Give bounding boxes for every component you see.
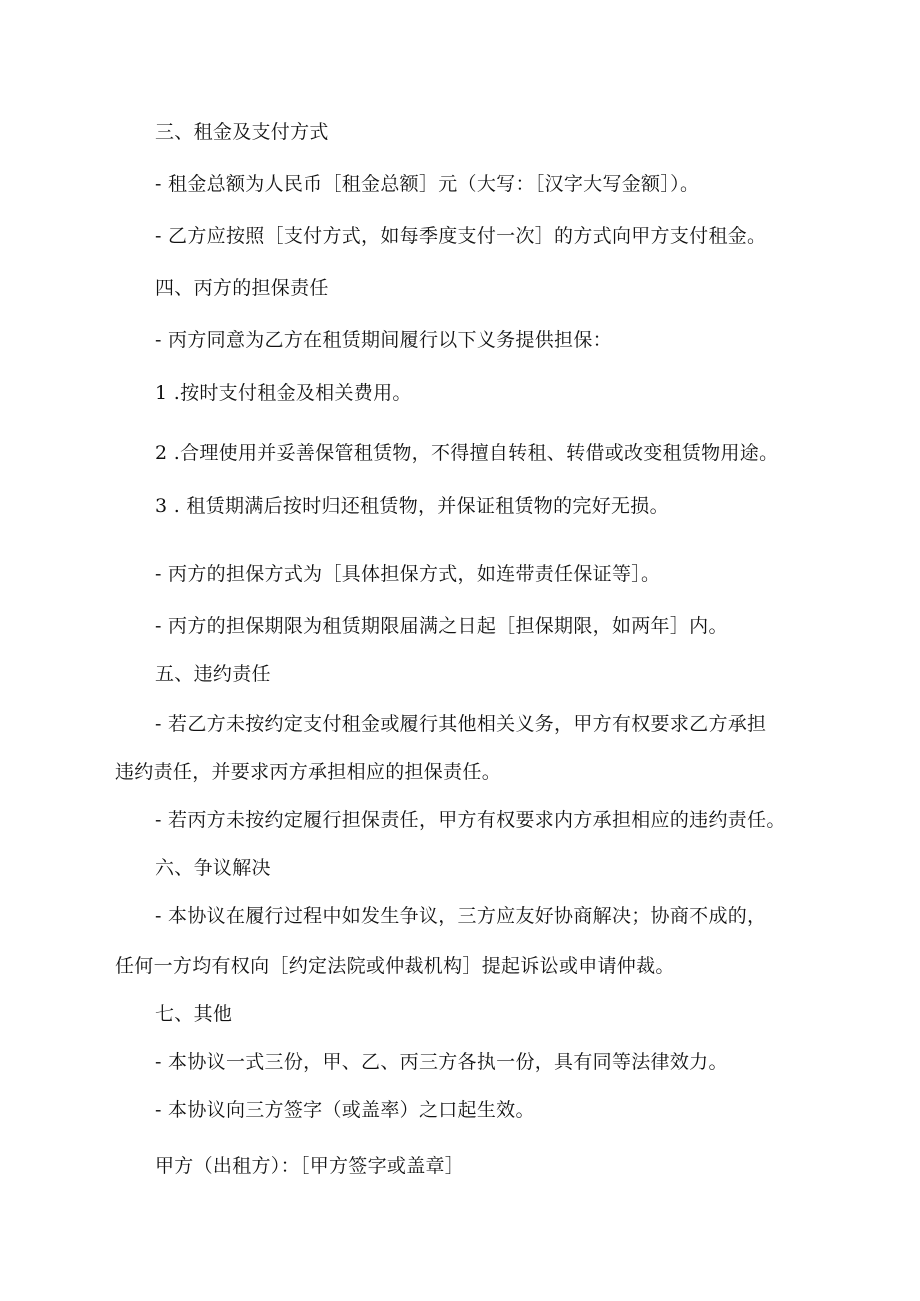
clause-dispute-resolution: - 本协议在履行过程中如发生争议，三方应友好协商解决；协商不成的， xyxy=(155,905,767,927)
section-heading-breach: 五、违约责任 xyxy=(155,663,271,685)
clause-guarantee-period: - 丙方的担保期限为租赁期限届满之日起［担保期限，如两年］内。 xyxy=(155,615,728,637)
clause-breach-party-c: - 若丙方未按约定履行担保责任，甲方有权要求内方承担相应的违约责任。 xyxy=(155,809,786,831)
clause-guarantee-agreement: - 丙方同意为乙方在租赁期间履行以下义务提供担保： xyxy=(155,329,612,351)
section-heading-other: 七、其他 xyxy=(155,1003,233,1025)
guarantee-item-3: 3 . 租赁期满后按时归还租赁物，并保证租赁物的完好无损。 xyxy=(155,495,669,517)
clause-payment-method: - 乙方应按照［支付方式，如每季度支付一次］的方式向甲方支付租金。 xyxy=(155,225,767,247)
clause-breach-party-b: - 若乙方未按约定支付租金或履行其他相关义务，甲方有权要求乙方承担 xyxy=(155,713,767,735)
section-heading-guarantee: 四、丙方的担保责任 xyxy=(155,277,329,299)
clause-effective: - 本协议向三方签字（或盖率）之口起生效。 xyxy=(155,1099,535,1121)
signature-party-a: 甲方（出租方）：［甲方签字或盖章］ xyxy=(155,1155,465,1177)
clause-copies: - 本协议一式三份，甲、乙、丙三方各执一份，具有同等法律效力。 xyxy=(155,1051,728,1073)
guarantee-item-2: 2 .合理使用并妥善保管租赁物，不得擅自转租、转借或改变租赁物用途。 xyxy=(155,442,779,464)
clause-guarantee-method: - 丙方的担保方式为［具体担保方式，如连带责任保证等］。 xyxy=(155,563,661,585)
clause-rent-total: - 租金总额为人民币［租金总额］元（大写：［汉字大写金额］）。 xyxy=(155,173,700,195)
clause-dispute-resolution-continued: 任何一方均有权向［约定法院或仲裁机构］提起诉讼或申请仲裁。 xyxy=(115,955,675,977)
guarantee-item-1: 1 .按时支付租金及相关费用。 xyxy=(155,382,412,404)
clause-breach-party-b-continued: 违约责任，并要求丙方承担相应的担保责任。 xyxy=(115,761,502,783)
section-heading-dispute: 六、争议解决 xyxy=(155,857,271,879)
section-heading-rent-payment: 三、租金及支付方式 xyxy=(155,121,329,143)
